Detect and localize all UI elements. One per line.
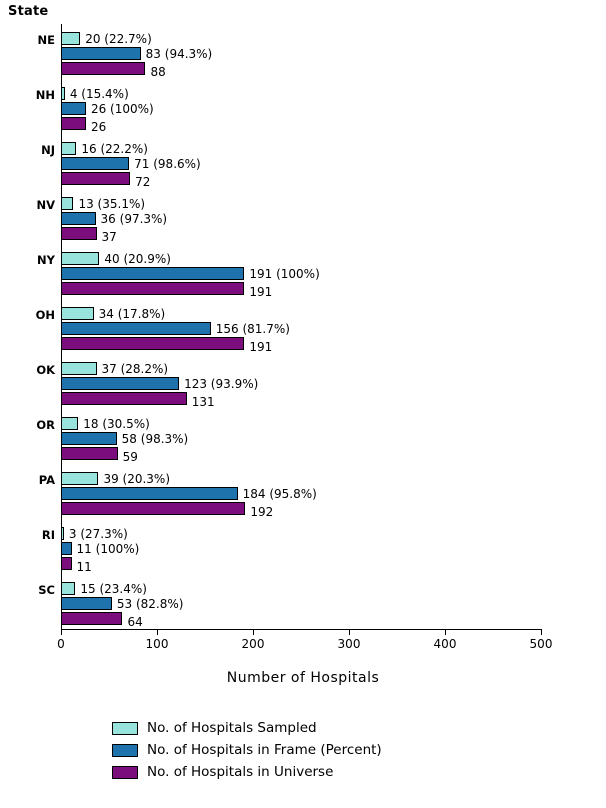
x-axis-line bbox=[61, 629, 542, 630]
bar-frame bbox=[61, 542, 72, 555]
legend-item-frame bbox=[112, 740, 512, 760]
bar-value-label: 11 bbox=[76, 560, 92, 574]
bar-sampled bbox=[61, 307, 94, 320]
bar-value-label: 11 (100%) bbox=[76, 542, 140, 556]
bar-value-label: 15 (23.4%) bbox=[80, 582, 147, 596]
x-tick bbox=[253, 630, 254, 635]
bar-frame bbox=[61, 377, 179, 390]
bar-universe bbox=[61, 62, 145, 75]
x-tick-label: 400 bbox=[433, 637, 457, 651]
bar-value-label: 13 (35.1%) bbox=[78, 197, 146, 211]
bar-value-label: 39 (20.3%) bbox=[103, 472, 171, 486]
bar-sampled bbox=[61, 252, 99, 265]
x-tick-label: 100 bbox=[145, 637, 169, 651]
bar-value-label: 18 (30.5%) bbox=[83, 417, 150, 431]
bar-universe bbox=[61, 502, 245, 515]
bar-value-label: 26 bbox=[90, 120, 107, 134]
bar-value-label: 36 (97.3%) bbox=[100, 212, 168, 226]
bar-value-label: 123 (93.9%) bbox=[184, 377, 259, 391]
bar-frame bbox=[61, 322, 211, 335]
x-tick-label: 300 bbox=[337, 637, 361, 651]
bar-value-label: 191 bbox=[249, 285, 273, 299]
bar-value-label: 191 bbox=[249, 340, 273, 354]
bar-sampled bbox=[61, 197, 73, 210]
y-category-label: NE bbox=[37, 33, 55, 47]
bar-universe bbox=[61, 227, 97, 240]
bar-value-label: 59 bbox=[122, 450, 138, 464]
bar-value-label: 88 bbox=[150, 65, 166, 79]
legend-label-sampled: No. of Hospitals Sampled bbox=[147, 720, 317, 736]
bar-universe bbox=[61, 447, 118, 460]
bar-value-label: 53 (82.8%) bbox=[116, 597, 184, 611]
bar-value-label: 20 (22.7%) bbox=[85, 32, 152, 46]
bar-value-label: 58 (98.3%) bbox=[121, 432, 189, 446]
bar-frame bbox=[61, 47, 141, 60]
bar-universe bbox=[61, 117, 86, 130]
bar-value-label: 37 bbox=[101, 230, 117, 244]
x-tick bbox=[541, 630, 542, 635]
x-axis-title: Number of Hospitals bbox=[226, 670, 380, 686]
bar-universe bbox=[61, 612, 122, 625]
bar-sampled bbox=[61, 32, 80, 45]
bar-value-label: 191 (100%) bbox=[249, 267, 320, 281]
legend-item-universe bbox=[112, 762, 512, 782]
y-category-label: NV bbox=[36, 198, 55, 212]
bar-universe bbox=[61, 337, 244, 350]
bar-value-label: 184 (95.8%) bbox=[242, 487, 317, 501]
y-category-label: OR bbox=[36, 418, 55, 432]
bar-universe bbox=[61, 172, 130, 185]
y-axis-title: State bbox=[8, 4, 49, 19]
x-tick bbox=[349, 630, 350, 635]
legend-swatch-frame bbox=[112, 744, 138, 757]
bar-frame bbox=[61, 267, 244, 280]
bar-value-label: 37 (28.2%) bbox=[101, 362, 169, 376]
y-category-label: OH bbox=[35, 308, 55, 322]
bar-frame bbox=[61, 212, 96, 225]
y-category-label: RI bbox=[41, 528, 55, 542]
bar-value-label: 64 bbox=[127, 615, 143, 629]
bar-value-label: 83 (94.3%) bbox=[145, 47, 213, 61]
bar-sampled bbox=[61, 417, 78, 430]
bar-universe bbox=[61, 557, 72, 570]
x-tick bbox=[445, 630, 446, 635]
bar-value-label: 192 bbox=[250, 505, 274, 519]
legend-swatch-universe bbox=[112, 766, 138, 779]
x-tick-label: 0 bbox=[57, 637, 65, 651]
bar-sampled bbox=[61, 142, 76, 155]
y-category-label: NJ bbox=[41, 143, 55, 157]
bar-value-label: 156 (81.7%) bbox=[215, 322, 290, 336]
bar-universe bbox=[61, 282, 244, 295]
bar-sampled bbox=[61, 527, 64, 540]
y-category-label: NH bbox=[35, 88, 55, 102]
bar-frame bbox=[61, 102, 86, 115]
x-tick bbox=[157, 630, 158, 635]
bar-frame bbox=[61, 432, 117, 445]
y-category-label: SC bbox=[38, 583, 55, 597]
legend-label-frame: No. of Hospitals in Frame (Percent) bbox=[147, 742, 382, 758]
legend-item-sampled bbox=[112, 718, 512, 738]
bar-value-label: 3 (27.3%) bbox=[68, 527, 128, 541]
legend-label-universe: No. of Hospitals in Universe bbox=[147, 764, 334, 780]
bar-frame bbox=[61, 487, 238, 500]
legend-swatch-sampled bbox=[112, 722, 138, 735]
y-category-label: OK bbox=[36, 363, 55, 377]
bar-value-label: 34 (17.8%) bbox=[98, 307, 166, 321]
x-tick-label: 200 bbox=[241, 637, 265, 651]
y-category-label: NY bbox=[37, 253, 55, 267]
x-tick-label: 500 bbox=[529, 637, 553, 651]
bar-frame bbox=[61, 157, 129, 170]
bar-universe bbox=[61, 392, 187, 405]
bar-value-label: 72 bbox=[135, 175, 151, 189]
y-category-label: PA bbox=[38, 473, 55, 487]
bar-value-label: 16 (22.2%) bbox=[81, 142, 148, 156]
bar-frame bbox=[61, 597, 112, 610]
bar-value-label: 40 (20.9%) bbox=[104, 252, 171, 266]
x-tick bbox=[61, 630, 62, 635]
bar-sampled bbox=[61, 582, 75, 595]
bar-sampled bbox=[61, 362, 97, 375]
bar-value-label: 71 (98.6%) bbox=[134, 157, 201, 171]
bar-sampled bbox=[61, 87, 65, 100]
bar-value-label: 4 (15.4%) bbox=[69, 87, 129, 101]
chart-legend bbox=[112, 718, 512, 784]
bar-value-label: 26 (100%) bbox=[90, 102, 154, 116]
bar-value-label: 131 bbox=[191, 395, 215, 409]
bar-sampled bbox=[61, 472, 98, 485]
